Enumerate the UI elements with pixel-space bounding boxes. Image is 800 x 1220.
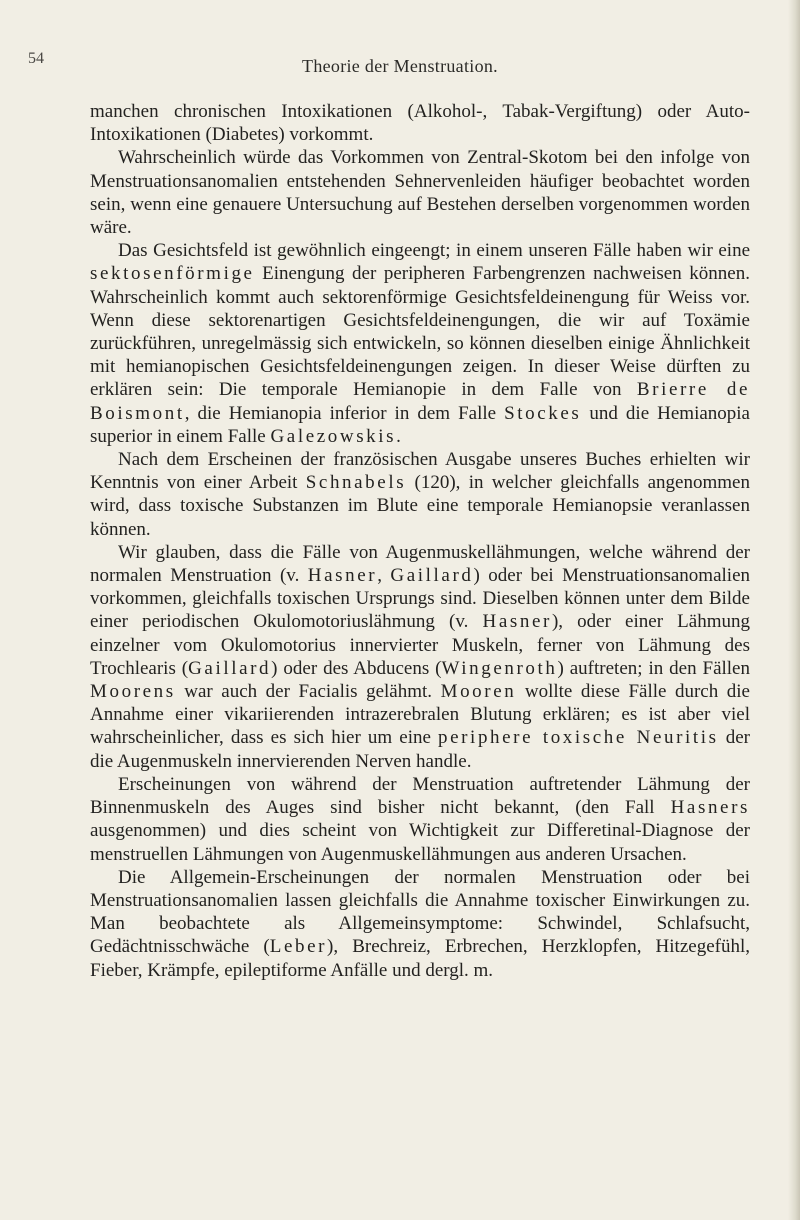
paragraph (90, 773, 750, 866)
text-run: ) oder des Abducens ( (271, 657, 442, 679)
text-run: Erscheinungen von während der Menstruation auftretender Lähmung der Binnenmuskeln des Auges sind bisher nicht bekannt, (den Fall (90, 773, 750, 819)
text-run: der die Augenmuskeln innervierenden Nerven handle. (90, 727, 750, 772)
text-run: und die Hemianopia superior in einem Falle (90, 402, 750, 447)
paragraph (90, 100, 750, 146)
author-name: Brierre de Boismont (90, 379, 750, 424)
text-run: ), Brechreiz, Erbrechen, Herzklopfen, Hitzegefühl, Fieber, Krämpfe, epileptiforme Anfälle und dergl. m. (90, 936, 750, 981)
author-name: Gaillard (390, 565, 474, 587)
author-name: Leber (269, 936, 328, 958)
author-name: sektosenförmige (90, 263, 255, 285)
author-name: Schnabels (305, 472, 407, 494)
text-run: Nach dem Erscheinen der französischen Ausgabe unseres Buches erhielten wir Kenntnis von einer Arbeit (90, 449, 750, 494)
text-run: manchen chronischen Intoxikationen (Alkohol-, Tabak-Vergiftung) oder Auto-Intoxikationen (Diabetes) vorkommt. (90, 101, 750, 146)
text-run: war auch der Facialis gelähmt. (175, 681, 441, 703)
body-text (90, 100, 750, 982)
author-name: Hasners (670, 797, 750, 819)
text-run: ) oder bei Menstruationsanomalien vorkommen, gleichfalls toxischen Ursprungs sind. Dieselben können unter dem Bilde einer periodischen Okulomotoriuslähmung (v. (90, 565, 750, 633)
text-run: Die Allgemein-Erscheinungen der normalen Menstruation oder bei Menstruationsanomalien lassen gleichfalls die Annahme toxischer Einwirkungen zu. Man beobachtete als Allgemeinsymptome: Schwindel, Schlafsucht, Gedächtnisschwäche ( (90, 866, 750, 958)
paragraph (90, 239, 750, 448)
page-edge-shadow (788, 0, 800, 1220)
text-run: , (377, 565, 391, 587)
text-run: ausgenommen) und dies scheint von Wichtigkeit zur Differetinal-Diagnose der menstruellen Lähmungen von Augenmuskellähmungen aus anderen Ursachen. (90, 820, 750, 865)
paragraph (90, 146, 750, 239)
author-name: Gaillard (188, 657, 272, 679)
author-name: periphere toxische Neuritis (438, 727, 719, 749)
author-name: Moorens (90, 681, 176, 703)
text-run: wollte diese Fälle durch die Annahme einer vikariierenden intrazerebralen Blutung erklären; es ist aber viel wahrscheinlicher, dass es sich hier um eine (90, 681, 750, 749)
text-run: Einengung der peripheren Farbengrenzen nachweisen können. Wahrscheinlich kommt auch sektorenförmige Gesichtsfeldeinengung für Weiss vor. Wenn diese sektorenartigen Gesichtsfeldeinengungen, die wir auf Toxämie zurückführen, unregelmässig sich entwickeln, so können dieselben einige Ähnlichkeit mit hemianopischen Gesichtsfeldeinengungen zeigen. In dieser Weise dürften zu erklären sein: Die temporale Hemianopie in dem Falle von (90, 263, 750, 401)
text-run: Das Gesichtsfeld ist gewöhnlich eingeengt; in einem unseren Fälle haben wir eine (118, 240, 750, 262)
paragraph (90, 541, 750, 773)
author-name: Wingenroth (441, 657, 558, 679)
page-number: 54 (28, 50, 44, 67)
text-run: . (396, 425, 401, 447)
text-run: (120), in welcher gleichfalls angenommen wird, dass toxische Substanzen im Blute eine temporale Hemianopsie veranlassen können. (90, 472, 750, 540)
text-run: Wahrscheinlich würde das Vorkommen von Zentral-Skotom bei den infolge von Menstruationsanomalien entstehenden Sehnervenleiden häufiger beobachtet worden sein, wenn eine genauere Untersuchung auf Bestehen derselben vorgenommen worden wäre. (90, 147, 750, 239)
text-run: ) auftreten; in den Fällen (557, 657, 750, 679)
author-name: Galezowskis (270, 425, 397, 447)
paragraph (90, 866, 750, 982)
author-name: Hasner (482, 611, 552, 633)
author-name: Mooren (440, 681, 517, 703)
text-run: , die Hemianopia inferior in dem Falle (184, 402, 505, 424)
running-title: Theorie der Menstruation. (302, 56, 498, 76)
author-name: Hasner (307, 565, 378, 587)
paragraph (90, 448, 750, 541)
author-name: Stockes (504, 402, 582, 424)
text-run: ), oder einer Lähmung einzelner vom Okulomotorius innervierter Muskeln, ferner von Lähmung des Trochlearis ( (90, 611, 750, 679)
text-run: Wir glauben, dass die Fälle von Augenmuskellähmungen, welche während der normalen Menstruation (v. (90, 541, 750, 587)
